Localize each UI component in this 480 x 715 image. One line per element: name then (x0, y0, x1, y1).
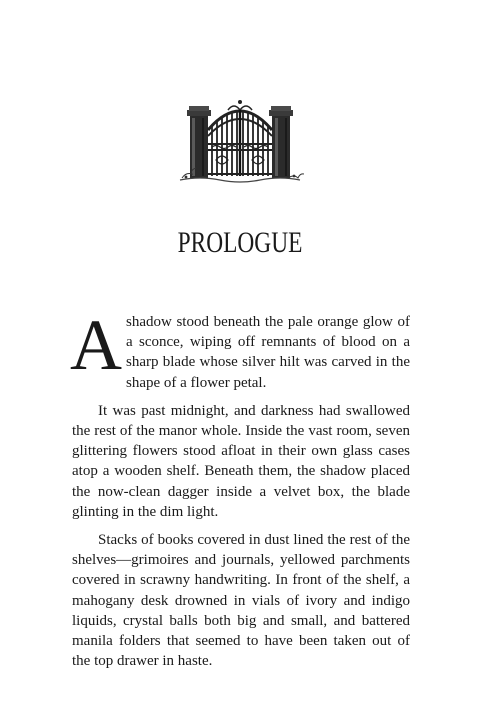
body-text (70, 305, 410, 679)
paragraph-1-text: shadow stood beneath the pale orange glow of a sconce, wiping off remnants of blood on a sharp blade whose silver hilt was carved in the shape of a flower petal. (126, 314, 410, 391)
paragraph-2: It was past midnight, and darkness had swallowed the rest of the manor whole. Inside the vast room, seven glittering flowers stood afloat in their own glass cases atop a wooden shelf. Beneath them, the shadow placed the now-clean dagger inside a velvet box, the blade glinting in the dim light. (72, 402, 410, 520)
iron-gate-icon (176, 94, 304, 190)
paragraph-3: Stacks of books covered in dust lined the rest of the shelves—grimoires and journals, yellowed parchments covered in scrawny handwriting. In front of the shelf, a mahogany desk drowned in vials of ivory and indigo liquids, crystal balls both big and small, and battered manila folders that seemed to have been taken out of the top drawer in haste. (72, 532, 410, 670)
chapter-title: PROLOGUE (177, 226, 303, 259)
paragraph-1 (70, 305, 410, 393)
drop-cap: A (70, 305, 122, 385)
